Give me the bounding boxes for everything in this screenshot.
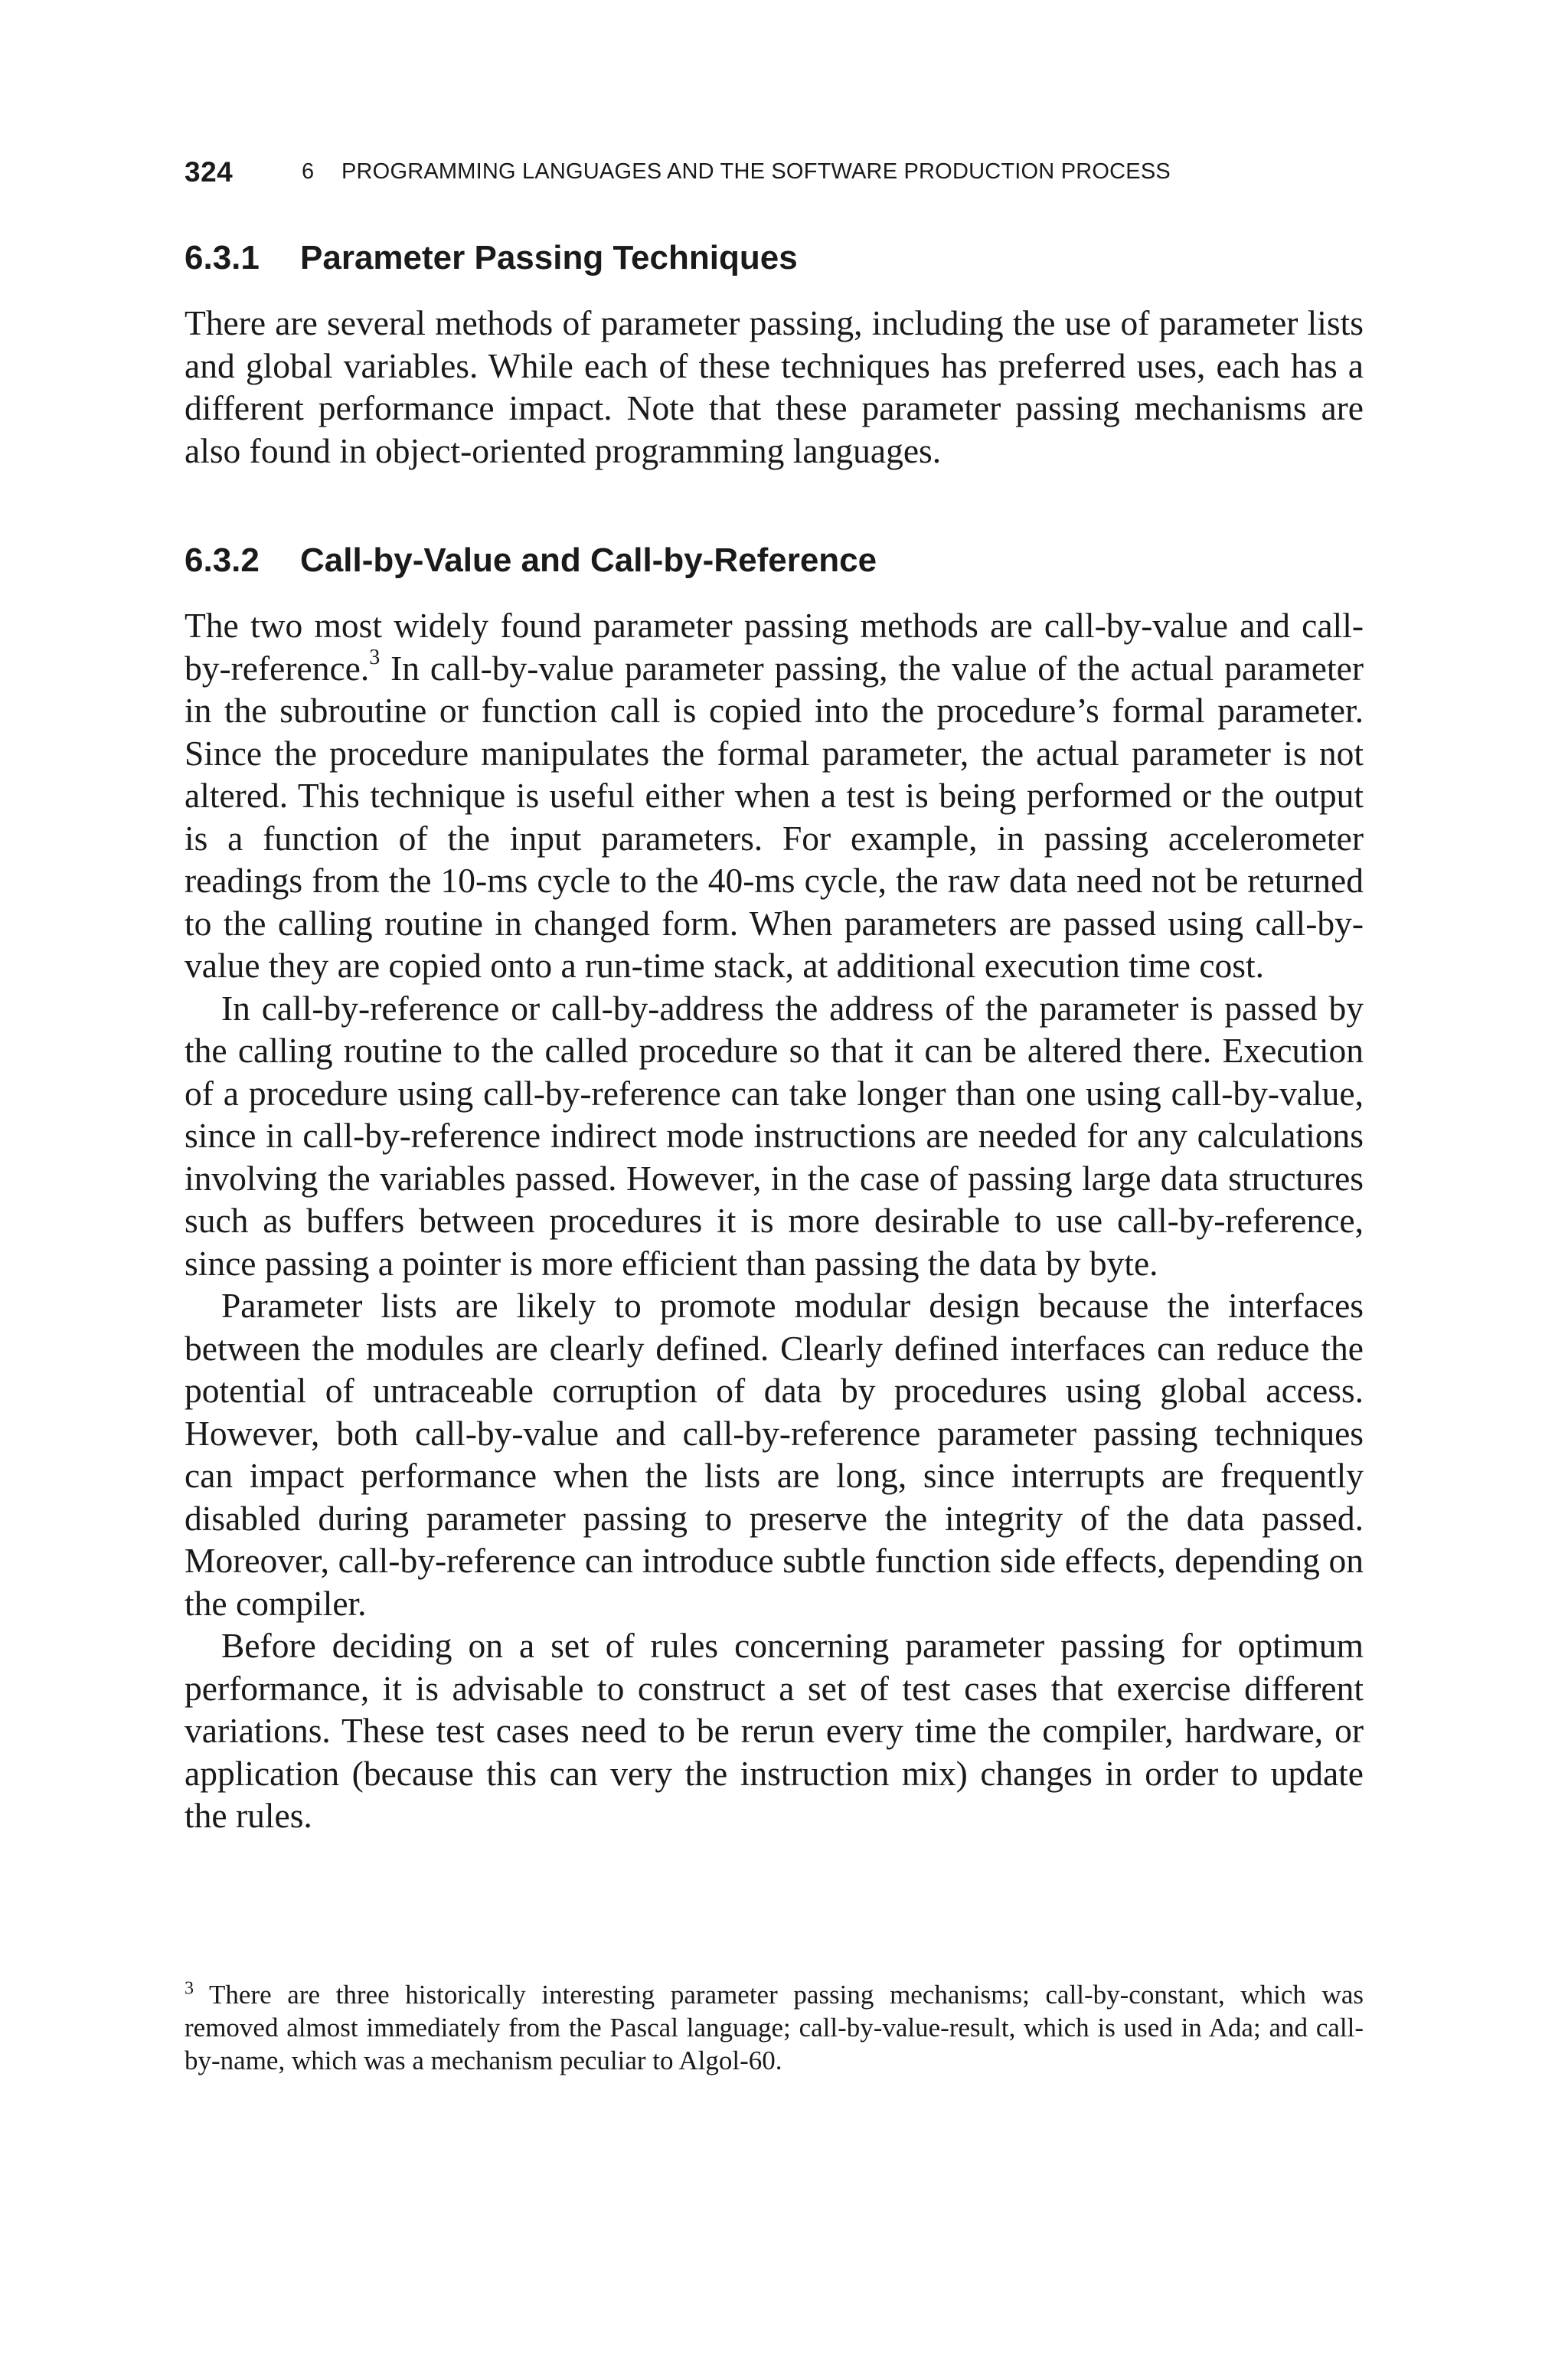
paragraph: Parameter lists are likely to promote modular design because the interfaces between the modules are clearly defined. Clearly defined interfaces can reduce the potential of untraceable corruption of data by procedures using global access. However, both call-by-value and call-by-reference parameter passing techniques can impact performance when the lists are long, since interrupts are frequently disabled during parameter passing to preserve the integrity of the data passed. Moreover, call-by-reference can introduce subtle function side effects, depending on the compiler. xyxy=(185,1286,1364,1623)
section-title: Parameter Passing Techniques xyxy=(300,239,798,276)
paragraph xyxy=(185,604,1364,987)
paragraph: There are several methods of parameter passing, including the use of parameter lists and global variables. While each of these techniques has preferred uses, each has a different performance impact. Note that these parameter passing mechanisms are also found in object-oriented programming languages. xyxy=(185,303,1364,470)
section-title: Call-by-Value and Call-by-Reference xyxy=(300,541,877,579)
section-6-3-2-body xyxy=(185,604,1364,1837)
chapter-title: PROGRAMMING LANGUAGES AND THE SOFTWARE PRODUCTION PROCESS xyxy=(341,159,1171,184)
footnote-reference[interactable]: 3 xyxy=(369,646,381,670)
paragraph: In call-by-reference or call-by-address the address of the parameter is passed by the calling routine to the called procedure so that it can be altered there. Execution of a procedure using call-by-reference can take longer than one using call-by-value, since in call-by-reference indirect mode instructions are needed for any calculations involving the variables passed. However, in the case of passing large data structures such as buffers between procedures it is more desirable to use call-by-reference, since passing a pointer is more efficient than passing the data by byte. xyxy=(185,988,1364,1283)
section-number: 6.3.1 xyxy=(185,239,260,276)
paragraph-text: The two most widely found parameter passing methods are call-by-value and call-by-reference. xyxy=(185,606,1364,688)
page-number: 324 xyxy=(185,156,234,188)
paragraph: Before deciding on a set of rules concerning parameter passing for optimum performance, it is advisable to construct a set of test cases that exercise different variations. These test cases need to be rerun every time the compiler, hardware, or application (because this can very the instruction mix) changes in order to update the rules. xyxy=(185,1626,1364,1835)
section-heading-6-3-1 xyxy=(185,239,798,277)
running-head xyxy=(185,156,1394,195)
footnote xyxy=(185,1978,1364,2077)
footnote-marker: 3 xyxy=(185,1978,194,1999)
paragraph-text: In call-by-value parameter passing, the value of the actual parameter in the subroutine or function call is copied into the procedure’s formal parameter. Since the procedure manipulates the formal parameter, the actual parameter is not altered. This technique is useful either when a test is being performed or the output is a function of the input parameters. For example, in passing accelerometer readings from the 10-ms cycle to the 40-ms cycle, the raw data need not be returned to the calling routine in changed form. When parameters are passed using call-by-value they are copied onto a run-time stack, at additional execution time cost. xyxy=(185,648,1364,985)
footnote-text: There are three historically interesting parameter passing mechanisms; call-by-constant, which was removed almost immediately from the Pascal language; call-by-value-result, which is used in Ada; and call-by-name, which was a mechanism peculiar to Algol-60. xyxy=(185,1980,1364,2075)
section-heading-6-3-2 xyxy=(185,541,877,580)
section-number: 6.3.2 xyxy=(185,541,260,579)
chapter-number: 6 xyxy=(302,159,315,184)
section-6-3-1-body xyxy=(185,302,1364,472)
